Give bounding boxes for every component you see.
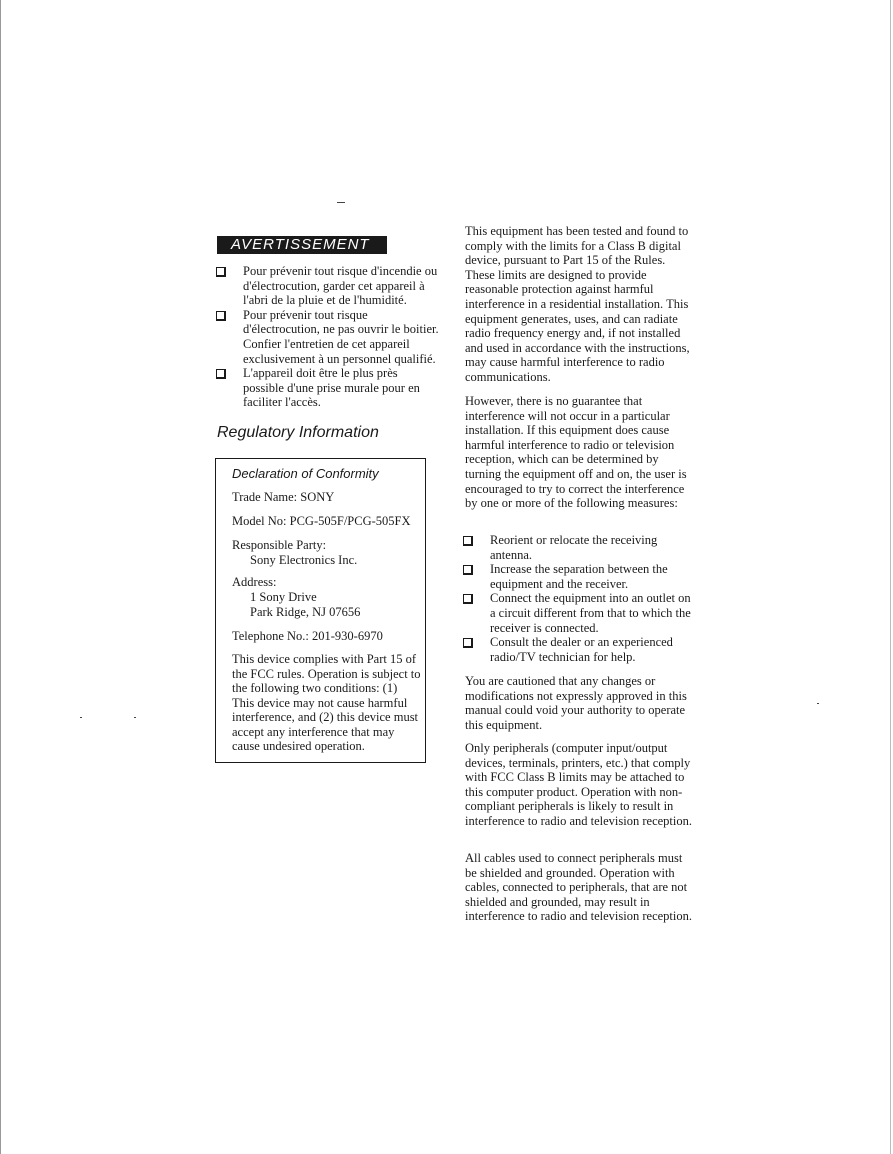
scan-speck: [337, 202, 345, 203]
measure-text: Reorient or relocate the receiving antenna.: [490, 533, 658, 562]
checkbox-bullet-icon: [216, 311, 226, 321]
checkbox-bullet-icon: [463, 638, 473, 648]
list-item: [463, 562, 693, 591]
paragraph: This equipment has been tested and found to comply with the limits for a Class B digital device, pursuant to Part 15 of the Rules. These limits are designed to provide reasonable protection against harmful interference in a residential installation. This equipment generates, uses, and can radiate radio frequency energy and, if not installed and used in accordance with the instructions, may cause harmful interference to radio communications.: [465, 224, 690, 384]
measure-text: Connect the equipment into an outlet on a circuit different from that to which the receiver is connected.: [490, 591, 691, 635]
list-item: [216, 264, 441, 308]
measure-text: Increase the separation between the equipment and the receiver.: [490, 562, 668, 591]
paragraph: You are cautioned that any changes or modifications not expressly approved in this manual could void your authority to operate this equipment.: [465, 674, 687, 732]
trade-name: Trade Name: SONY: [232, 490, 335, 504]
compliance-text: This device complies with Part 15 of the FCC rules. Operation is subject to the following two conditions: (1) This device may not cause harmful interference, and (2) this device must accept any interference that may cause undesired operation.: [232, 652, 421, 753]
warning-item-text: L'appareil doit être le plus près possible d'une prise murale pour en faciliter l'accès.: [243, 366, 420, 410]
checkbox-bullet-icon: [463, 565, 473, 575]
list-item: [463, 591, 693, 635]
section-title: Regulatory Information: [217, 424, 379, 441]
responsible-value: Sony Electronics Inc.: [250, 553, 358, 567]
paragraph: All cables used to connect peripherals must be shielded and grounded. Operation with cables, connected to peripherals, that are not shielded and grounded, may result in interference to radio and television reception.: [465, 851, 692, 924]
checkbox-bullet-icon: [216, 369, 226, 379]
measures-list: [463, 533, 693, 664]
scan-speck: [134, 717, 136, 718]
list-item: [463, 635, 693, 664]
paragraph: However, there is no guarantee that interference will not occur in a particular installation. If this equipment does cause harmful interference to radio or television reception, which can be determined by turning the equipment off and on, the user is encouraged to try to correct the interference by one or more of the following measures:: [465, 394, 687, 511]
model-number: Model No: PCG-505F/PCG-505FX: [232, 514, 411, 528]
warning-item-text: Pour prévenir tout risque d'incendie ou d'électrocution, garder cet appareil à l'abri de la pluie et de l'humidité.: [243, 264, 438, 308]
address-line: Park Ridge, NJ 07656: [250, 605, 361, 619]
list-item: [216, 308, 441, 366]
measure-text: Consult the dealer or an experienced radio/TV technician for help.: [490, 635, 673, 664]
checkbox-bullet-icon: [463, 536, 473, 546]
warning-item-text: Pour prévenir tout risque d'électrocution, ne pas ouvrir le boitier. Confier l'entretien de cet appareil exclusivement à un personnel qualifié.: [243, 307, 439, 366]
address-line: 1 Sony Drive: [250, 590, 317, 604]
warning-list: [216, 264, 441, 410]
warning-banner: AVERTISSEMENT: [217, 236, 387, 254]
page-edge: [890, 0, 891, 1154]
scan-speck: [817, 703, 819, 704]
scan-speck: [80, 717, 82, 718]
checkbox-bullet-icon: [463, 594, 473, 604]
list-item: [463, 533, 693, 562]
responsible-label: Responsible Party:: [232, 538, 327, 552]
telephone: Telephone No.: 201-930-6970: [232, 629, 383, 643]
box-heading: Declaration of Conformity: [232, 466, 379, 481]
list-item: [216, 366, 441, 410]
address-label: Address:: [232, 575, 277, 589]
checkbox-bullet-icon: [216, 267, 226, 277]
paragraph: Only peripherals (computer input/output devices, terminals, printers, etc.) that comply with FCC Class B limits may be attached to this computer product. Operation with non-compliant peripherals is likely to result in interference to radio and television reception.: [465, 741, 692, 828]
page-edge: [0, 0, 1, 1154]
